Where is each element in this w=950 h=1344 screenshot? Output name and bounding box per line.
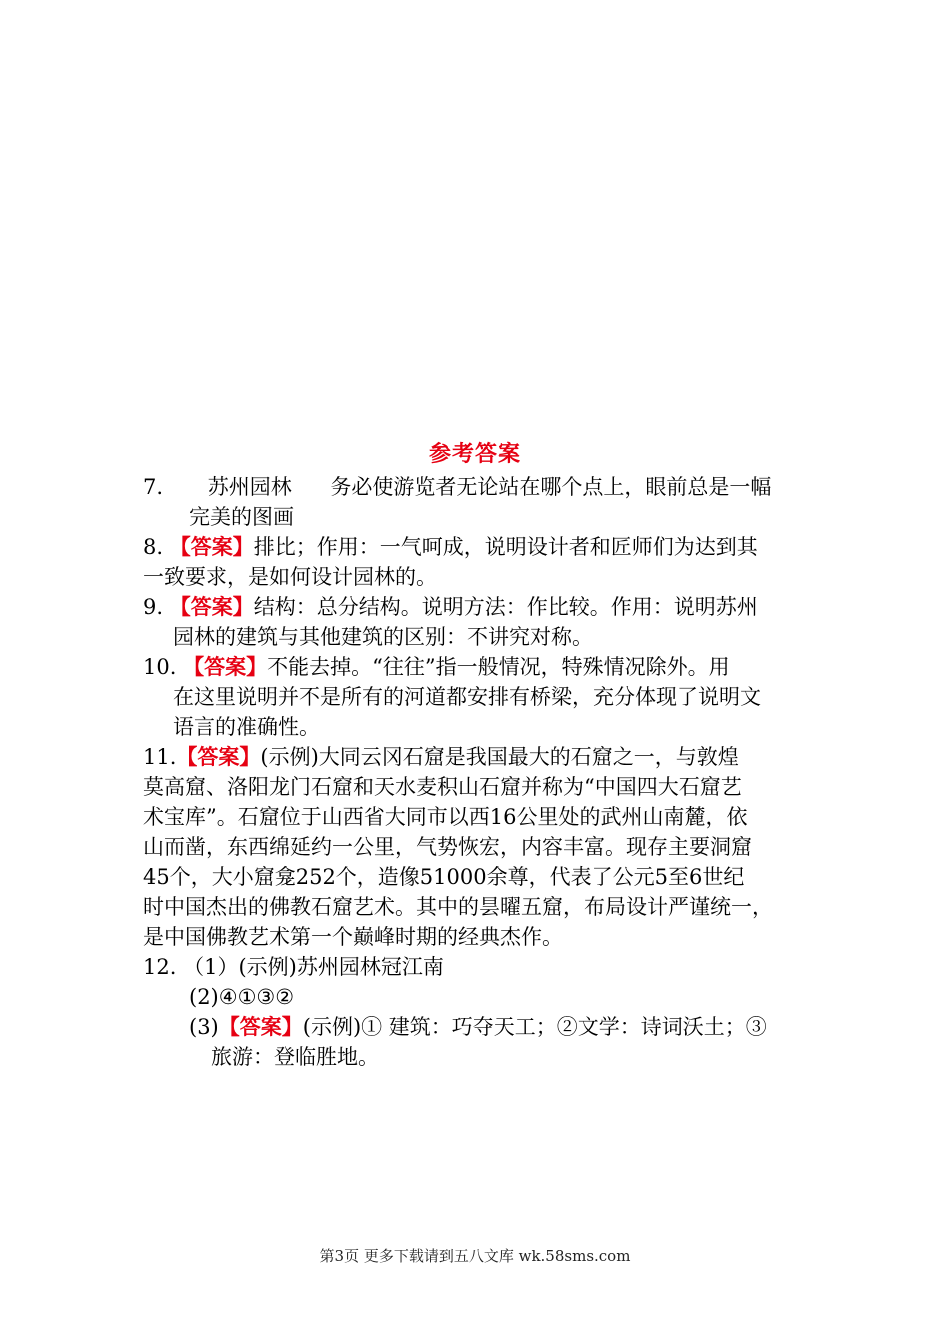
answer-9-cont: 园林的建筑与其他建筑的区别：不讲究对称。: [173, 625, 593, 649]
answer-text: 不能去掉。“往往”指一般情况，特殊情况除外。用: [267, 655, 730, 679]
question-number: 12.: [143, 955, 177, 979]
page-footer: 第3页 更多下载请到五八文库 wk.58sms.com: [319, 1247, 631, 1265]
answer-7: [143, 472, 823, 502]
question-number: 9.: [143, 595, 164, 619]
answer-tag: 【答案】: [169, 534, 254, 559]
answer-text: (示例)① 建筑：巧夺天工；②文学：诗词沃土；③: [302, 1015, 767, 1039]
answer-11-cont: 45个，大小窟龛252个，造像51000余尊，代表了公元5至6世纪: [143, 865, 745, 889]
answer-10-cont: 语言的准确性。: [173, 715, 320, 739]
answer-tag: 【答案】: [169, 594, 254, 619]
question-number: 11.: [143, 745, 177, 769]
answer-11-cont: 山而凿，东西绵延约一公里，气势恢宏，内容丰富。现存主要洞窟: [143, 835, 752, 859]
answer-10: [143, 652, 823, 682]
answer-11-cont: 是中国佛教艺术第一个巅峰时期的经典杰作。: [143, 925, 563, 949]
answer-11-cont: 术宝库”。石窟位于山西省大同市以西16公里处的武州山南麓，依: [143, 805, 748, 829]
answer-12-part3: [143, 1012, 823, 1042]
answer-text: 苏州园林: [207, 475, 292, 499]
answer-text: 务必使游览者无论站在哪个点上，眼前总是一幅: [330, 475, 772, 499]
question-number: 10.: [143, 655, 177, 679]
page-title: 参考答案: [428, 441, 521, 467]
answer-12: [143, 952, 823, 982]
question-number: 8.: [143, 535, 164, 559]
answer-11-cont: 莫高窟、洛阳龙门石窟和天水麦积山石窟并称为“中国四大石窟艺: [143, 775, 742, 799]
answer-12-part3-cont: 旅游：登临胜地。: [211, 1045, 379, 1069]
answer-text: （1）(示例)苏州园林冠江南: [183, 955, 444, 979]
answer-8-cont: 一致要求，是如何设计园林的。: [143, 565, 437, 589]
answer-list: [143, 472, 823, 1072]
answer-tag: 【答案】: [183, 654, 268, 679]
answer-7-cont: 完美的图画: [189, 505, 294, 529]
answer-text: 结构：总分结构。说明方法：作比较。作用：说明苏州: [253, 595, 758, 619]
answer-9: [143, 592, 823, 622]
part-number: (3): [189, 1015, 219, 1039]
answer-11: [143, 742, 823, 772]
answer-text: (示例)大同云冈石窟是我国最大的石窟之一，与敦煌: [260, 745, 739, 769]
answer-10-cont: 在这里说明并不是所有的河道都安排有桥梁，充分体现了说明文: [173, 685, 761, 709]
answer-tag: 【答案】: [176, 744, 261, 769]
answer-11-cont: 时中国杰出的佛教石窟艺术。其中的昙曜五窟，布局设计严谨统一，: [143, 895, 773, 919]
answer-8: [143, 532, 823, 562]
answer-text: 排比；作用：一气呵成，说明设计者和匠师们为达到其: [253, 535, 758, 559]
answer-12-part2: (2)④①③②: [189, 985, 295, 1009]
question-number: 7.: [143, 475, 164, 499]
answer-tag: 【答案】: [218, 1014, 303, 1039]
